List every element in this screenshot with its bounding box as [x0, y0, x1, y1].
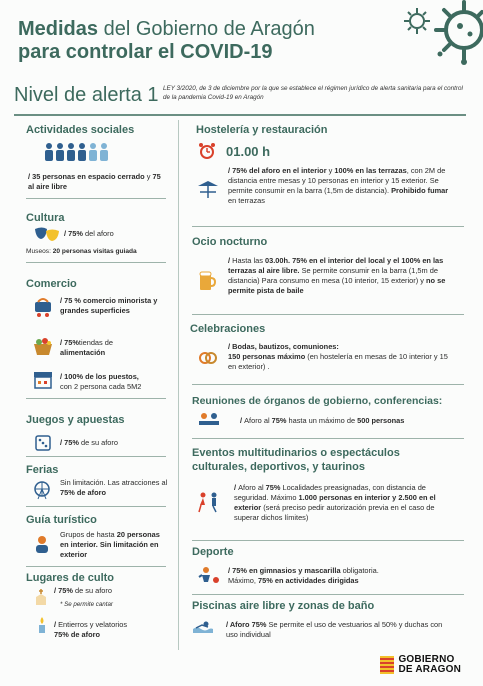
celebraciones-text: / Bodas, bautizos, comuniones: 150 personas máximo (en hostelería en mesas de 10 interior y 15 en exterior) .	[228, 342, 448, 371]
section-title-deporte: Deporte	[192, 546, 234, 558]
ferris-wheel-icon	[32, 480, 52, 500]
virus-icon	[402, 6, 432, 36]
section-title-hosteleria: Hostelería y restauración	[196, 124, 328, 136]
hosteleria-text: / 75% del aforo en el interior y 100% en las terrazas, con 2M de distancia entre mesas y 10 personas en interior y 15 exterior. Se permite consumir en la barra (1,5m de distancia). Prohibido fumar en terrazas	[228, 166, 449, 205]
cultura-museos: Museos: 20 personas visitas guiada	[26, 248, 137, 255]
section-title-guia: Guía turístico	[26, 514, 97, 526]
market-stall-icon	[32, 370, 54, 390]
meeting-icon	[198, 412, 220, 428]
section-title-culto: Lugares de culto	[26, 572, 115, 584]
gobierno-aragon-logo	[380, 655, 461, 675]
beer-icon	[198, 270, 216, 292]
divider	[192, 314, 464, 315]
section-title-celebraciones: Celebraciones	[190, 323, 266, 335]
swimming-icon	[192, 620, 214, 634]
divider	[192, 384, 464, 385]
column-divider	[178, 120, 179, 650]
logo-line-1: GOBIERNO	[398, 654, 455, 665]
terrace-table-icon	[196, 180, 220, 200]
people-icon	[44, 142, 112, 162]
juegos-text: / 75% de su aforo	[60, 438, 118, 447]
alarm-clock-icon	[198, 142, 216, 160]
virus-large-icon	[432, 0, 483, 70]
section-title-ferias: Ferias	[26, 464, 59, 476]
divider	[14, 114, 466, 116]
divider	[26, 566, 166, 567]
page-title-line-1: Medidas del Gobierno de Aragón	[18, 18, 315, 40]
comercio-item-3: / 100% de los puestos, con 2 persona cada 5M2	[60, 372, 142, 391]
sport-icon	[196, 566, 220, 588]
divider	[192, 226, 464, 227]
guia-text: Grupos de hasta 20 personas en interior. Sin limitación en exterior	[60, 530, 160, 559]
page-title-line-2: para controlar el COVID-19	[18, 41, 273, 63]
eventos-text: / Aforo al 75% Localidades preasignadas, con distancia de seguridad. Máximo 1.000 personas en interior y 2.500 en el exterior (será preciso pedir autorización previa en el caso de superar dichos límites)	[234, 483, 436, 522]
alert-level: Nivel de alerta 1	[14, 84, 159, 106]
divider	[192, 438, 464, 439]
masks-icon	[34, 226, 60, 242]
divider	[192, 594, 464, 595]
divider	[26, 506, 166, 507]
divider	[26, 198, 166, 199]
culto-entierros: / Entierros y velatorios 75% de aforo	[54, 620, 128, 639]
divider	[26, 262, 166, 263]
piscinas-text: / Aforo 75% Se permite el uso de vestuarios al 50% y duchas con uso individual	[226, 620, 443, 639]
reuniones-text: / Aforo al 75% hasta un máximo de 500 personas	[240, 416, 405, 425]
section-title-eventos: Eventos multitudinarios o espectáculos culturales, deportivos, y taurinos	[192, 447, 400, 473]
ocio-text: / Hasta las 03.00h. 75% en el interior del local y el 100% en las terrazas al aire libre. Se permite consumir en la barra (1,5m de distancia) Para consumo en mesa (10 interior, 15 exterior) y no se permite pista de baile	[228, 256, 446, 295]
dancers-icon	[196, 492, 222, 514]
deporte-text: / 75% en gimnasios y mascarilla obligatoria. Máximo, 75% en actividades dirigidas	[228, 566, 379, 585]
guide-icon	[32, 534, 52, 554]
comercio-item-2: / 75%tiendas de alimentación	[60, 338, 114, 357]
divider	[26, 398, 166, 399]
divider	[26, 456, 166, 457]
candle-icon	[34, 616, 50, 634]
section-title-piscinas: Piscinas aire libre y zonas de baño	[192, 600, 375, 612]
dice-icon	[34, 434, 52, 452]
section-title-sociales: Actividades sociales	[26, 124, 135, 136]
law-reference: LEY 3/2020, de 3 de diciembre por la que se establece el régimen jurídico de alerta sanitaria para el control de la pandemia Covid-19 en Aragón	[163, 85, 463, 101]
logo-line-2: DE ARAGON	[398, 664, 461, 675]
cultura-aforo: / 75% del aforo	[64, 229, 114, 238]
shopping-basket-icon	[32, 296, 54, 318]
culto-text: / 75% de su aforo	[54, 586, 112, 595]
vegetables-basket-icon	[32, 336, 54, 356]
section-title-cultura: Cultura	[26, 212, 65, 224]
divider	[192, 540, 464, 541]
comercio-item-1: / 75 % comercio minorista y grandes superficies	[60, 296, 158, 315]
section-title-reuniones: Reuniones de órganos de gobierno, conferencias:	[192, 395, 443, 407]
culto-note: * Se permite cantar	[60, 601, 113, 608]
section-title-juegos: Juegos y apuestas	[26, 414, 125, 426]
section-title-comercio: Comercio	[26, 278, 77, 290]
aragon-flag-icon	[380, 656, 394, 674]
rings-icon	[198, 350, 218, 364]
ferias-text: Sin limitación. Las atracciones al 75% de aforo	[60, 478, 168, 497]
church-icon	[34, 588, 48, 606]
sociales-text: / 35 personas en espacio cerrado y 75 al aire libre	[28, 172, 161, 191]
section-title-ocio: Ocio nocturno	[192, 236, 268, 248]
hosteleria-hora: 01.00 h	[226, 144, 271, 159]
